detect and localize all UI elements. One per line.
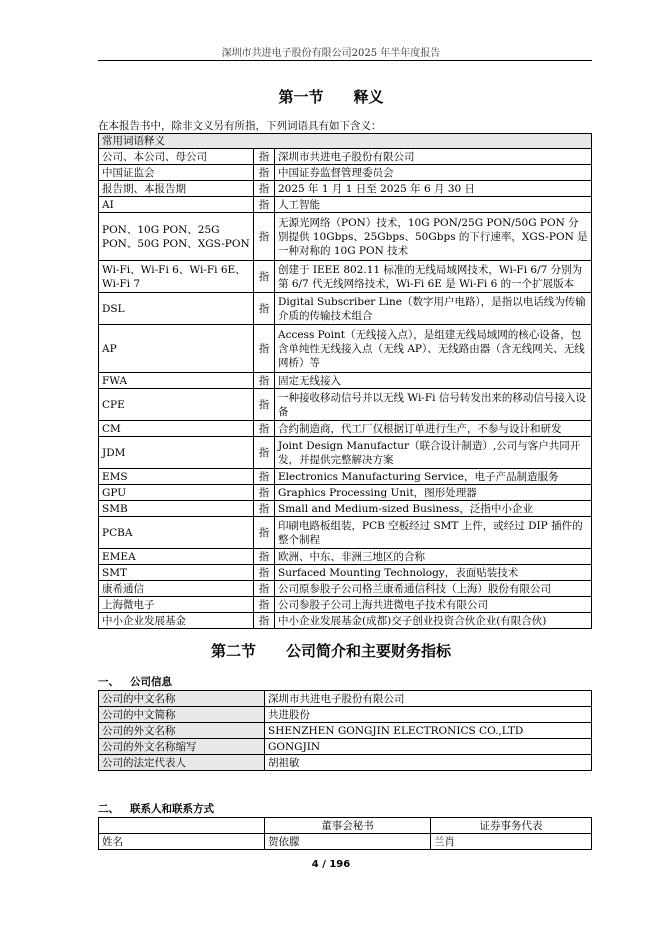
section-2-title — [0, 640, 662, 661]
refers-to-cell: 指 — [254, 389, 275, 421]
term-cell: 公司、本公司、母公司 — [99, 149, 254, 165]
term-cell: SMB — [99, 501, 254, 517]
refers-to-cell: 指 — [254, 197, 275, 213]
definition-row — [99, 389, 592, 421]
refers-to-cell: 指 — [254, 325, 275, 373]
refers-to-cell: 指 — [254, 597, 275, 613]
term-cell: 中小企业发展基金 — [99, 613, 254, 629]
definition-cell: 深圳市共进电子股份有限公司 — [275, 149, 592, 165]
definition-cell: 固定无线接入 — [275, 373, 592, 389]
company-info-value: 胡祖敏 — [265, 755, 592, 771]
company-info-value: 深圳市共进电子股份有限公司 — [265, 691, 592, 707]
term-cell: AI — [99, 197, 254, 213]
definition-cell: Small and Medium-sized Business，泛指中小企业 — [275, 501, 592, 517]
definition-row — [99, 181, 592, 197]
company-info-row — [99, 691, 592, 707]
term-cell: DSL — [99, 293, 254, 325]
company-info-row — [99, 723, 592, 739]
definition-cell: 欧洲、中东、非洲三地区的合称 — [275, 549, 592, 565]
refers-to-cell: 指 — [254, 373, 275, 389]
refers-to-cell: 指 — [254, 181, 275, 197]
section-1-name: 释义 — [353, 88, 384, 106]
term-cell: FWA — [99, 373, 254, 389]
subsection-title: 公司信息 — [130, 676, 172, 688]
definition-row — [99, 325, 592, 373]
term-cell: CPE — [99, 389, 254, 421]
term-cell: 上海微电子 — [99, 597, 254, 613]
contact-col-representative: 证券事务代表 — [431, 818, 592, 834]
term-cell: SMT — [99, 565, 254, 581]
term-cell: 报告期、本报告期 — [99, 181, 254, 197]
intro-text: 在本报告书中，除非文义另有所指，下列词语具有如下含义： — [98, 120, 382, 132]
definition-row — [99, 565, 592, 581]
refers-to-cell: 指 — [254, 565, 275, 581]
definition-cell: Electronics Manufacturing Service，电子产品制造服务 — [275, 469, 592, 485]
company-info-row — [99, 739, 592, 755]
subsection-company-info — [98, 674, 172, 689]
definition-row — [99, 261, 592, 293]
definition-cell: Graphics Processing Unit，图形处理器 — [275, 485, 592, 501]
term-cell: Wi-Fi、Wi-Fi 6、Wi-Fi 6E、Wi-Fi 7 — [99, 261, 254, 293]
definition-row — [99, 501, 592, 517]
term-cell: 中国证监会 — [99, 165, 254, 181]
company-info-row — [99, 755, 592, 771]
definition-row — [99, 373, 592, 389]
definition-cell: 创建于 IEEE 802.11 标准的无线局域网技术，Wi-Fi 6/7 分别为第 6/7 代无线网络技术，Wi-Fi 6E 是 Wi-Fi 6 的一个扩展版本 — [275, 261, 592, 293]
representative-name: 兰肖 — [431, 834, 592, 850]
term-cell: AP — [99, 325, 254, 373]
definition-row — [99, 213, 592, 261]
contact-col-secretary: 董事会秘书 — [265, 818, 431, 834]
term-cell: PON、10G PON、25G PON、50G PON、XGS-PON — [99, 213, 254, 261]
refers-to-cell: 指 — [254, 149, 275, 165]
definition-row — [99, 293, 592, 325]
term-cell: 康希通信 — [99, 581, 254, 597]
term-cell: EMS — [99, 469, 254, 485]
company-info-table — [98, 690, 592, 771]
definition-row — [99, 517, 592, 549]
definition-cell: 合约制造商，代工厂仅根据订单进行生产，不参与设计和研发 — [275, 421, 592, 437]
definition-row — [99, 485, 592, 501]
refers-to-cell: 指 — [254, 261, 275, 293]
refers-to-cell: 指 — [254, 469, 275, 485]
section-1-number: 第一节 — [278, 88, 324, 106]
definition-row — [99, 421, 592, 437]
refers-to-cell: 指 — [254, 517, 275, 549]
definition-row — [99, 469, 592, 485]
definition-row — [99, 581, 592, 597]
refers-to-cell: 指 — [254, 485, 275, 501]
term-cell: JDM — [99, 437, 254, 469]
company-info-label: 公司的法定代表人 — [99, 755, 265, 771]
company-info-label: 公司的中文名称 — [99, 691, 265, 707]
definition-cell: 公司参股子公司上海共进微电子技术有限公司 — [275, 597, 592, 613]
definition-cell: 2025 年 1 月 1 日至 2025 年 6 月 30 日 — [275, 181, 592, 197]
subsection-number: 二、 — [98, 803, 119, 815]
header-divider — [98, 60, 592, 61]
section-2-number: 第二节 — [210, 642, 256, 660]
definition-cell: 人工智能 — [275, 197, 592, 213]
definition-row — [99, 613, 592, 629]
subsection-number: 一、 — [98, 676, 119, 688]
refers-to-cell: 指 — [254, 165, 275, 181]
section-1-title — [0, 86, 662, 107]
company-info-label: 公司的中文简称 — [99, 707, 265, 723]
refers-to-cell: 指 — [254, 549, 275, 565]
term-cell: PCBA — [99, 517, 254, 549]
refers-to-cell: 指 — [254, 213, 275, 261]
definition-row — [99, 549, 592, 565]
subsection-title: 联系人和联系方式 — [130, 803, 214, 815]
company-info-label: 公司的外文名称 — [99, 723, 265, 739]
subsection-contact — [98, 801, 214, 816]
definition-cell: Digital Subscriber Line（数字用户电路），是指以电话线为传输介质的传输技术组合 — [275, 293, 592, 325]
definition-cell: 中小企业发展基金(成都)交子创业投资合伙企业(有限合伙) — [275, 613, 592, 629]
refers-to-cell: 指 — [254, 613, 275, 629]
definition-cell: Surfaced Mounting Technology，表面贴装技术 — [275, 565, 592, 581]
section-2-name: 公司简介和主要财务指标 — [286, 642, 452, 660]
definition-cell: 印刷电路板组装，PCB 空板经过 SMT 上件，或经过 DIP 插件的整个制程 — [275, 517, 592, 549]
page-number: 4 / 196 — [311, 859, 351, 870]
secretary-name: 贺依朦 — [265, 834, 431, 850]
definitions-header: 常用词语释义 — [99, 134, 592, 149]
refers-to-cell: 指 — [254, 437, 275, 469]
definition-cell: 公司原参股子公司格兰康希通信科技（上海）股份有限公司 — [275, 581, 592, 597]
company-info-label: 公司的外文名称缩写 — [99, 739, 265, 755]
refers-to-cell: 指 — [254, 421, 275, 437]
company-info-value: SHENZHEN GONGJIN ELECTRONICS CO.,LTD — [265, 723, 592, 739]
refers-to-cell: 指 — [254, 501, 275, 517]
definition-row — [99, 197, 592, 213]
definition-row — [99, 437, 592, 469]
term-cell: CM — [99, 421, 254, 437]
definition-row — [99, 149, 592, 165]
definition-row — [99, 597, 592, 613]
company-info-value: 共进股份 — [265, 707, 592, 723]
definition-cell: Access Point（无线接入点），是组建无线局域网的核心设备，包含单纯性无线接入点（无线 AP）、无线路由器（含无线网关、无线网桥）等 — [275, 325, 592, 373]
company-info-row — [99, 707, 592, 723]
definition-cell: 一种接收移动信号并以无线 Wi-Fi 信号转发出来的移动信号接入设备 — [275, 389, 592, 421]
contact-corner-cell — [99, 818, 265, 834]
definition-row — [99, 165, 592, 181]
contact-table — [98, 817, 592, 850]
definition-cell: 中国证券监督管理委员会 — [275, 165, 592, 181]
refers-to-cell: 指 — [254, 581, 275, 597]
term-cell: GPU — [99, 485, 254, 501]
definition-cell: 无源光网络（PON）技术，10G PON/25G PON/50G PON 分别提供 10Gbps、25Gbps、50Gbps 的下行速率，XGS-PON 是一种对称的 10G PON 技术 — [275, 213, 592, 261]
definition-cell: Joint Design Manufactur（联合设计制造）,公司与客户共同开发，并提供完整解决方案 — [275, 437, 592, 469]
refers-to-cell: 指 — [254, 293, 275, 325]
company-info-value: GONGJIN — [265, 739, 592, 755]
page-header: 深圳市共进电子股份有限公司2025 年半年度报告 — [221, 48, 441, 59]
definitions-table — [98, 133, 592, 629]
contact-row-label: 姓名 — [99, 834, 265, 850]
term-cell: EMEA — [99, 549, 254, 565]
